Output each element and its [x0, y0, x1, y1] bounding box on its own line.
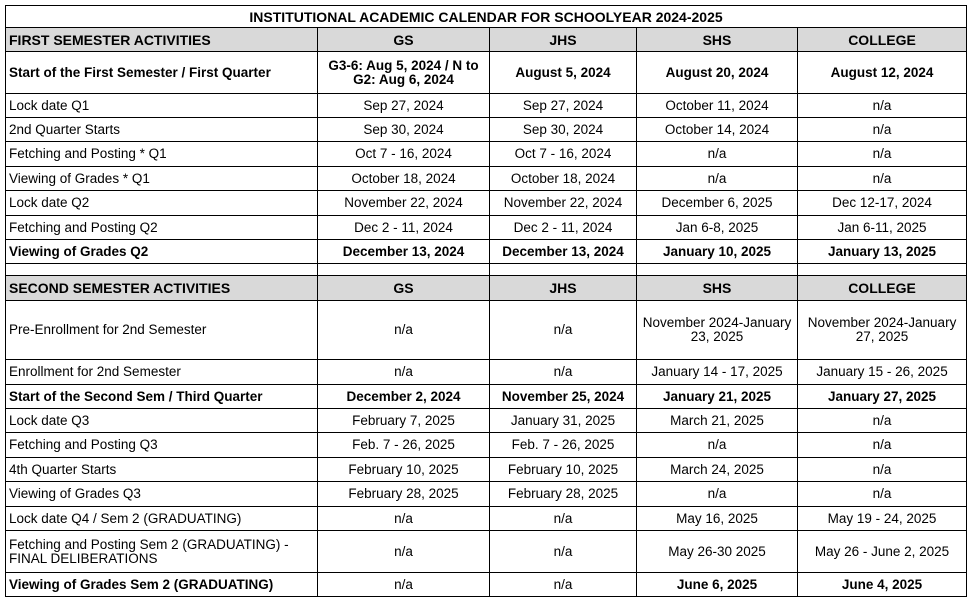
jhs-cell: n/a [490, 507, 637, 531]
table-row [6, 433, 967, 458]
table-row [6, 360, 967, 385]
table-row [6, 94, 967, 118]
college-cell: n/a [798, 433, 967, 458]
jhs-cell: November 22, 2024 [490, 191, 637, 216]
academic-calendar-table [5, 5, 967, 597]
table-row [6, 240, 967, 264]
college-cell: Jan 6-11, 2025 [798, 216, 967, 240]
gs-cell: n/a [318, 360, 490, 385]
activity-cell: Enrollment for 2nd Semester [6, 360, 318, 385]
activity-cell: Fetching and Posting Q3 [6, 433, 318, 458]
jhs-cell: November 25, 2024 [490, 385, 637, 409]
college-cell: May 26 - June 2, 2025 [798, 531, 967, 573]
college-cell: January 15 - 26, 2025 [798, 360, 967, 385]
gs-cell: Dec 2 - 11, 2024 [318, 216, 490, 240]
second-semester-header-row [6, 276, 967, 301]
jhs-cell: n/a [490, 301, 637, 360]
college-cell: Dec 12-17, 2024 [798, 191, 967, 216]
title-row [6, 6, 967, 28]
activity-cell: 2nd Quarter Starts [6, 118, 318, 142]
shs-cell: March 24, 2025 [637, 458, 798, 482]
calendar-title: INSTITUTIONAL ACADEMIC CALENDAR FOR SCHOOLYEAR 2024-2025 [6, 6, 967, 28]
jhs-cell: Feb. 7 - 26, 2025 [490, 433, 637, 458]
shs-cell: August 20, 2024 [637, 52, 798, 94]
activity-cell: Fetching and Posting Sem 2 (GRADUATING) - FINAL DELIBERATIONS [6, 531, 318, 573]
table-row [6, 118, 967, 142]
activity-cell: Viewing of Grades Q3 [6, 482, 318, 507]
gs-cell: November 22, 2024 [318, 191, 490, 216]
gs-cell: October 18, 2024 [318, 167, 490, 191]
activity-cell: Fetching and Posting Q2 [6, 216, 318, 240]
shs-cell: January 14 - 17, 2025 [637, 360, 798, 385]
activity-cell: Lock date Q2 [6, 191, 318, 216]
shs-cell: n/a [637, 142, 798, 167]
shs-cell: Jan 6-8, 2025 [637, 216, 798, 240]
gs-cell: n/a [318, 301, 490, 360]
shs-cell: n/a [637, 433, 798, 458]
college-cell: n/a [798, 482, 967, 507]
header-college: COLLEGE [798, 28, 967, 52]
table-row [6, 52, 967, 94]
jhs-cell: Oct 7 - 16, 2024 [490, 142, 637, 167]
jhs-cell: August 5, 2024 [490, 52, 637, 94]
spacer-cell [490, 264, 637, 276]
gs-cell: December 13, 2024 [318, 240, 490, 264]
college-cell: n/a [798, 458, 967, 482]
table-row [6, 191, 967, 216]
first-semester-header-row [6, 28, 967, 52]
shs-cell: November 2024-January 23, 2025 [637, 301, 798, 360]
table-row [6, 216, 967, 240]
college-cell: n/a [798, 409, 967, 433]
jhs-cell: n/a [490, 531, 637, 573]
table-row [6, 482, 967, 507]
jhs-cell: Sep 27, 2024 [490, 94, 637, 118]
gs-cell: February 7, 2025 [318, 409, 490, 433]
table-row [6, 458, 967, 482]
gs-cell: n/a [318, 507, 490, 531]
activity-cell: Viewing of Grades Sem 2 (GRADUATING) [6, 573, 318, 597]
activity-cell: Start of the Second Sem / Third Quarter [6, 385, 318, 409]
jhs-cell: n/a [490, 573, 637, 597]
gs-cell: G3-6: Aug 5, 2024 / N to G2: Aug 6, 2024 [318, 52, 490, 94]
college-cell: August 12, 2024 [798, 52, 967, 94]
jhs-cell: Sep 30, 2024 [490, 118, 637, 142]
shs-cell: January 21, 2025 [637, 385, 798, 409]
header-gs: GS [318, 28, 490, 52]
shs-cell: n/a [637, 167, 798, 191]
header-shs: SHS [637, 28, 798, 52]
table-row [6, 167, 967, 191]
calendar-container [5, 5, 966, 597]
college-cell: June 4, 2025 [798, 573, 967, 597]
table-row [6, 507, 967, 531]
jhs-cell: February 10, 2025 [490, 458, 637, 482]
header-jhs: JHS [490, 276, 637, 301]
college-cell: January 27, 2025 [798, 385, 967, 409]
college-cell: January 13, 2025 [798, 240, 967, 264]
shs-cell: n/a [637, 482, 798, 507]
table-row [6, 142, 967, 167]
activity-cell: Pre-Enrollment for 2nd Semester [6, 301, 318, 360]
gs-cell: December 2, 2024 [318, 385, 490, 409]
college-cell: May 19 - 24, 2025 [798, 507, 967, 531]
gs-cell: Sep 30, 2024 [318, 118, 490, 142]
gs-cell: February 28, 2025 [318, 482, 490, 507]
activity-cell: 4th Quarter Starts [6, 458, 318, 482]
table-row [6, 301, 967, 360]
gs-cell: February 10, 2025 [318, 458, 490, 482]
shs-cell: May 16, 2025 [637, 507, 798, 531]
gs-cell: Oct 7 - 16, 2024 [318, 142, 490, 167]
shs-cell: October 11, 2024 [637, 94, 798, 118]
shs-cell: December 6, 2025 [637, 191, 798, 216]
activity-cell: Lock date Q3 [6, 409, 318, 433]
activity-cell: Lock date Q1 [6, 94, 318, 118]
shs-cell: June 6, 2025 [637, 573, 798, 597]
header-gs: GS [318, 276, 490, 301]
college-cell: n/a [798, 118, 967, 142]
spacer-cell [637, 264, 798, 276]
shs-cell: March 21, 2025 [637, 409, 798, 433]
table-row [6, 409, 967, 433]
activity-cell: Fetching and Posting * Q1 [6, 142, 318, 167]
header-college: COLLEGE [798, 276, 967, 301]
table-row [6, 573, 967, 597]
gs-cell: Feb. 7 - 26, 2025 [318, 433, 490, 458]
spacer-row [6, 264, 967, 276]
college-cell: n/a [798, 142, 967, 167]
table-row [6, 531, 967, 573]
header-activities: FIRST SEMESTER ACTIVITIES [6, 28, 318, 52]
shs-cell: January 10, 2025 [637, 240, 798, 264]
activity-cell: Start of the First Semester / First Quarter [6, 52, 318, 94]
spacer-cell [6, 264, 318, 276]
header-activities: SECOND SEMESTER ACTIVITIES [6, 276, 318, 301]
gs-cell: Sep 27, 2024 [318, 94, 490, 118]
activity-cell: Viewing of Grades * Q1 [6, 167, 318, 191]
gs-cell: n/a [318, 531, 490, 573]
activity-cell: Lock date Q4 / Sem 2 (GRADUATING) [6, 507, 318, 531]
spacer-cell [318, 264, 490, 276]
spacer-cell [798, 264, 967, 276]
shs-cell: October 14, 2024 [637, 118, 798, 142]
shs-cell: May 26-30 2025 [637, 531, 798, 573]
jhs-cell: Dec 2 - 11, 2024 [490, 216, 637, 240]
gs-cell: n/a [318, 573, 490, 597]
jhs-cell: February 28, 2025 [490, 482, 637, 507]
college-cell: November 2024-January 27, 2025 [798, 301, 967, 360]
jhs-cell: October 18, 2024 [490, 167, 637, 191]
header-shs: SHS [637, 276, 798, 301]
jhs-cell: n/a [490, 360, 637, 385]
activity-cell: Viewing of Grades Q2 [6, 240, 318, 264]
jhs-cell: December 13, 2024 [490, 240, 637, 264]
college-cell: n/a [798, 167, 967, 191]
table-row [6, 385, 967, 409]
header-jhs: JHS [490, 28, 637, 52]
college-cell: n/a [798, 94, 967, 118]
jhs-cell: January 31, 2025 [490, 409, 637, 433]
